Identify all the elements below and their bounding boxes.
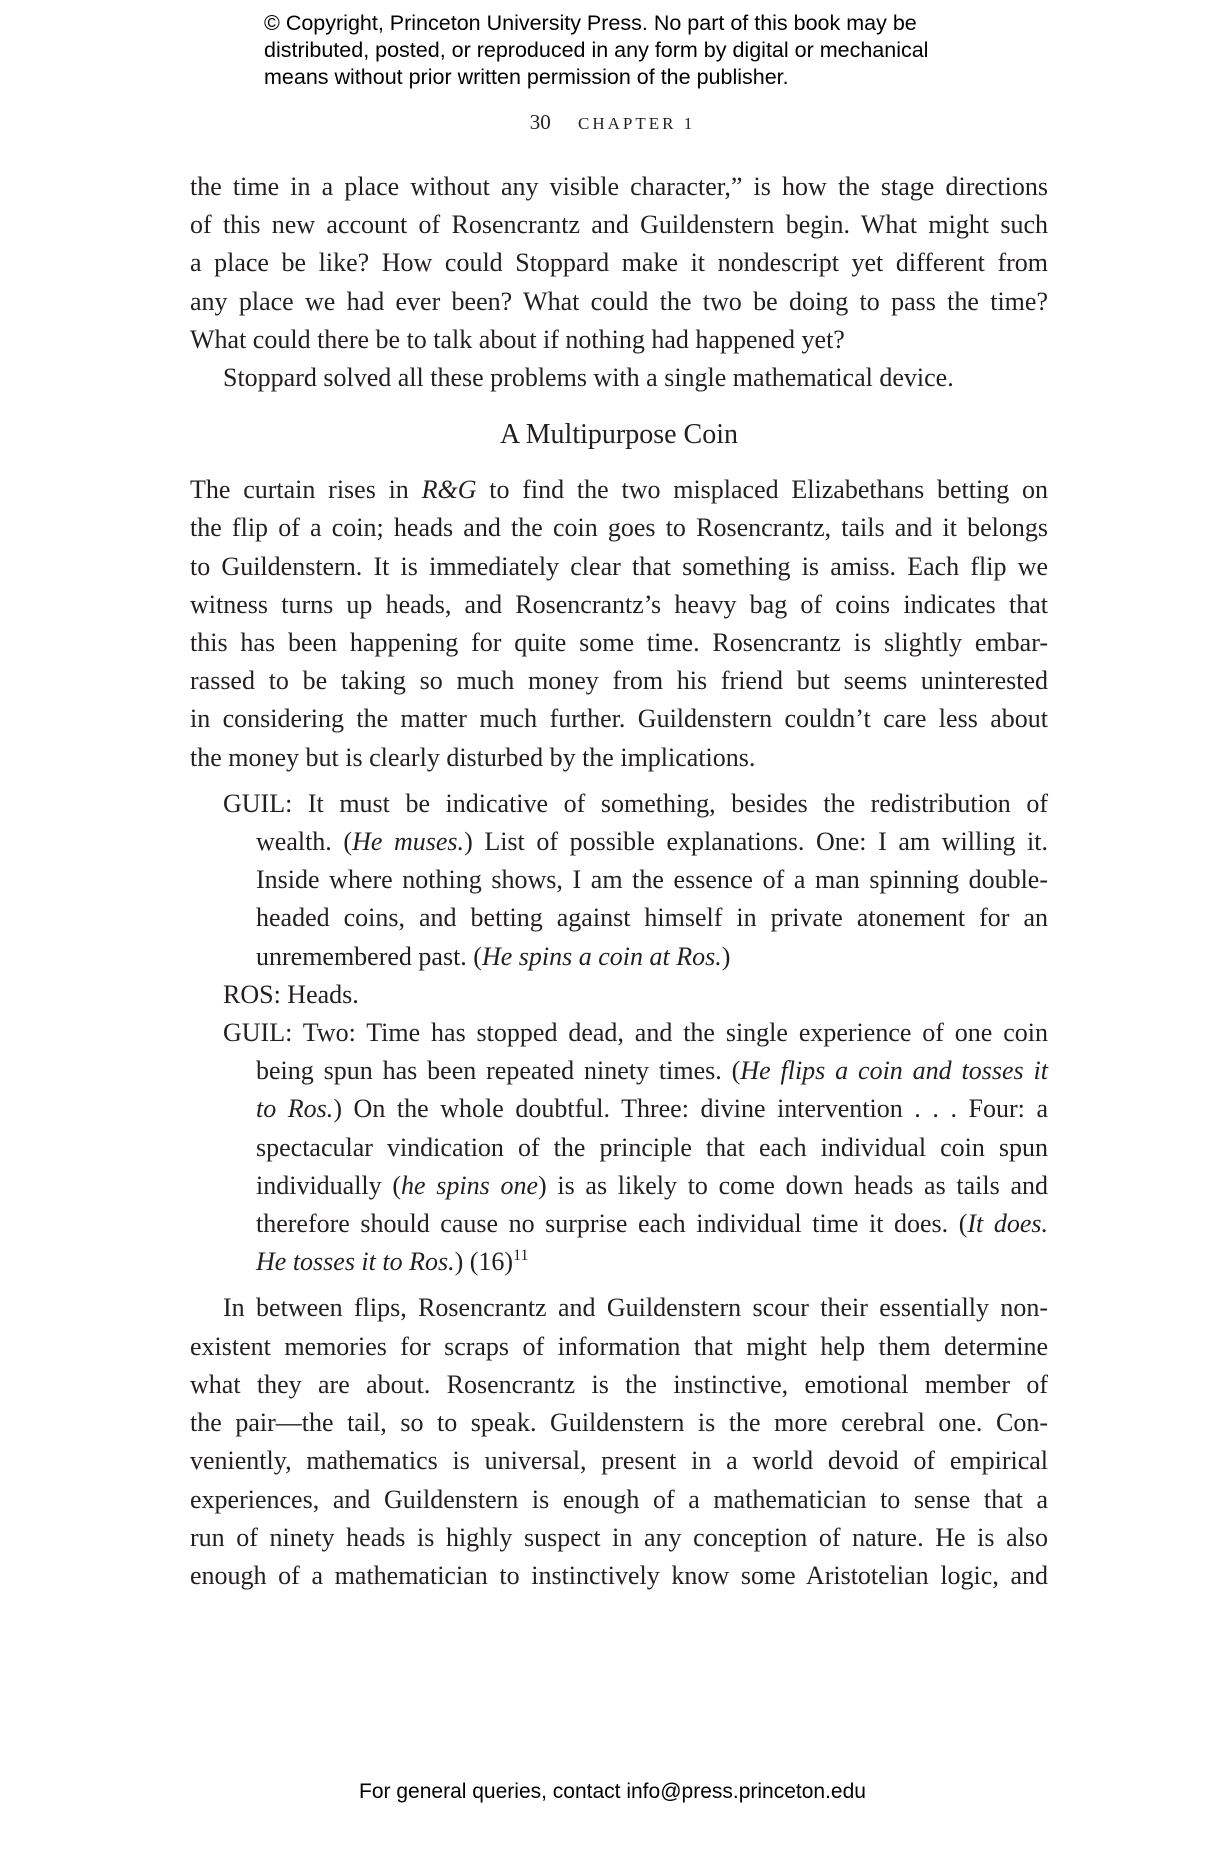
- copyright-notice: [264, 10, 984, 91]
- text-line: the money but is clearly disturbed by the implications.: [190, 742, 756, 772]
- stage-direction: he spins one: [401, 1170, 538, 1200]
- text-run: The curtain rises in: [190, 475, 422, 505]
- text-line: [190, 938, 1048, 976]
- text-line: a place be like? How could Stoppard make it nondescript yet different from: [190, 248, 1048, 278]
- text-run: being spun has been repeated ninety times. (: [256, 1056, 741, 1086]
- text-line: run of ninety heads is highly suspect in any conception of nature. He is also: [190, 1522, 1048, 1552]
- text-line: In between flips, Rosencrantz and Guildenstern scour their essentially non-: [223, 1293, 1048, 1323]
- body-paragraph-2: [190, 1289, 1048, 1595]
- text-line: ROS: Heads.: [223, 979, 359, 1009]
- text-line: What could there be to talk about if nothing had happened yet?: [190, 324, 845, 354]
- stage-direction: He tosses it to Ros.: [256, 1247, 455, 1277]
- footer-contact: For general queries, contact info@press.princeton.edu: [359, 1780, 866, 1803]
- text-line: headed coins, and betting against himself in private atonement for an: [256, 903, 1048, 933]
- copyright-line: means without prior written permission of the publisher.: [264, 65, 789, 89]
- text-line: in considering the matter much further. Guildenstern couldn’t care less about: [190, 704, 1048, 734]
- copyright-line: © Copyright, Princeton University Press. No part of this book may be: [264, 11, 917, 35]
- text-line: [190, 1052, 1048, 1090]
- text-line: [190, 1167, 1048, 1205]
- text-line: the time in a place without any visible character,” is how the stage directions: [190, 172, 1048, 201]
- closing-paragraph: [190, 359, 1048, 397]
- text-line: existent memories for scraps of information that might help them determine: [190, 1331, 1048, 1361]
- text-line: spectacular vindication of the principle that each individual coin spun: [256, 1132, 1048, 1162]
- text-run: ) List of possible explanations. One: I am willing it.: [464, 827, 1048, 857]
- text-line: the flip of a coin; heads and the coin goes to Rosencrantz, tails and it belongs: [190, 513, 1048, 543]
- text-run: individually (: [256, 1170, 402, 1200]
- text-line: experiences, and Guildenstern is enough of a mathematician to sense that a: [190, 1484, 1048, 1514]
- body-paragraph-1: [190, 471, 1048, 777]
- text-line: [190, 1205, 1048, 1243]
- text-line: [190, 823, 1048, 861]
- text-line: [190, 1090, 1048, 1128]
- page-number: 30: [529, 110, 551, 134]
- text-line: [190, 1243, 1048, 1281]
- text-line: Inside where nothing shows, I am the essence of a man spinning double-: [256, 865, 1048, 895]
- stage-direction: He muses.: [352, 827, 465, 857]
- text-run: unremembered past. (: [256, 941, 482, 971]
- text-line: GUIL: It must be indicative of something, besides the redistribution of: [223, 788, 1048, 818]
- running-head: [0, 110, 1225, 135]
- stage-direction: He flips a coin and tosses it: [740, 1056, 1049, 1086]
- text-run: ) is as likely to come down heads as tails and: [538, 1170, 1048, 1200]
- text-line: any place we had ever been? What could the two be doing to pass the time?: [190, 286, 1048, 316]
- section-heading: A Multipurpose Coin: [499, 419, 738, 451]
- text-line: to Guildenstern. It is immediately clear that something is amiss. Each flip we: [190, 551, 1048, 581]
- stage-direction: It does.: [967, 1209, 1048, 1239]
- intro-paragraph: [190, 168, 1048, 359]
- text-run: ): [721, 941, 731, 971]
- text-run: to find the two misplaced Elizabethans betting on: [476, 475, 1048, 505]
- dialogue-guil-1: [190, 785, 1048, 976]
- text-line: enough of a mathematician to instinctively know some Aristotelian logic, and: [190, 1560, 1048, 1590]
- text-line: what they are about. Rosencrantz is the instinctive, emotional member of: [190, 1369, 1048, 1399]
- text-run: therefore should cause no surprise each individual time it does. (: [256, 1209, 968, 1239]
- dialogue-ros: [190, 976, 1048, 1014]
- text-line: [190, 471, 1048, 509]
- text-run: ) On the whole doubtful. Three: divine intervention . . . Four: a: [333, 1094, 1048, 1124]
- page-body: [190, 168, 1048, 1595]
- copyright-line: distributed, posted, or reproduced in any form by digital or mechanical: [264, 38, 929, 62]
- text-line: Stoppard solved all these problems with a single mathematical device.: [223, 363, 954, 393]
- text-line: veniently, mathematics is universal, present in a world devoid of empirical: [190, 1446, 1048, 1476]
- text-line: the pair—the tail, so to speak. Guildenstern is the more cerebral one. Con-: [190, 1408, 1048, 1438]
- stage-direction: to Ros.: [256, 1094, 334, 1124]
- dialogue-guil-2: [190, 1014, 1048, 1281]
- text-line: of this new account of Rosencrantz and Guildenstern begin. What might such: [190, 210, 1048, 240]
- text-line: rassed to be taking so much money from his friend but seems uninterested: [190, 666, 1048, 696]
- text-line: GUIL: Two: Time has stopped dead, and the single experience of one coin: [223, 1018, 1048, 1048]
- chapter-label: CHAPTER 1: [578, 114, 696, 133]
- dialogue-block: [190, 785, 1048, 1282]
- stage-direction: He spins a coin at Ros.: [481, 941, 722, 971]
- text-run: wealth. (: [256, 827, 353, 857]
- footnote-reference[interactable]: 11: [513, 1247, 529, 1265]
- page-citation: ) (16): [454, 1247, 514, 1277]
- title-abbreviation: R&G: [421, 475, 477, 505]
- text-line: witness turns up heads, and Rosencrantz’s heavy bag of coins indicates that: [190, 589, 1048, 619]
- text-line: this has been happening for quite some time. Rosencrantz is slightly embar-: [190, 628, 1048, 658]
